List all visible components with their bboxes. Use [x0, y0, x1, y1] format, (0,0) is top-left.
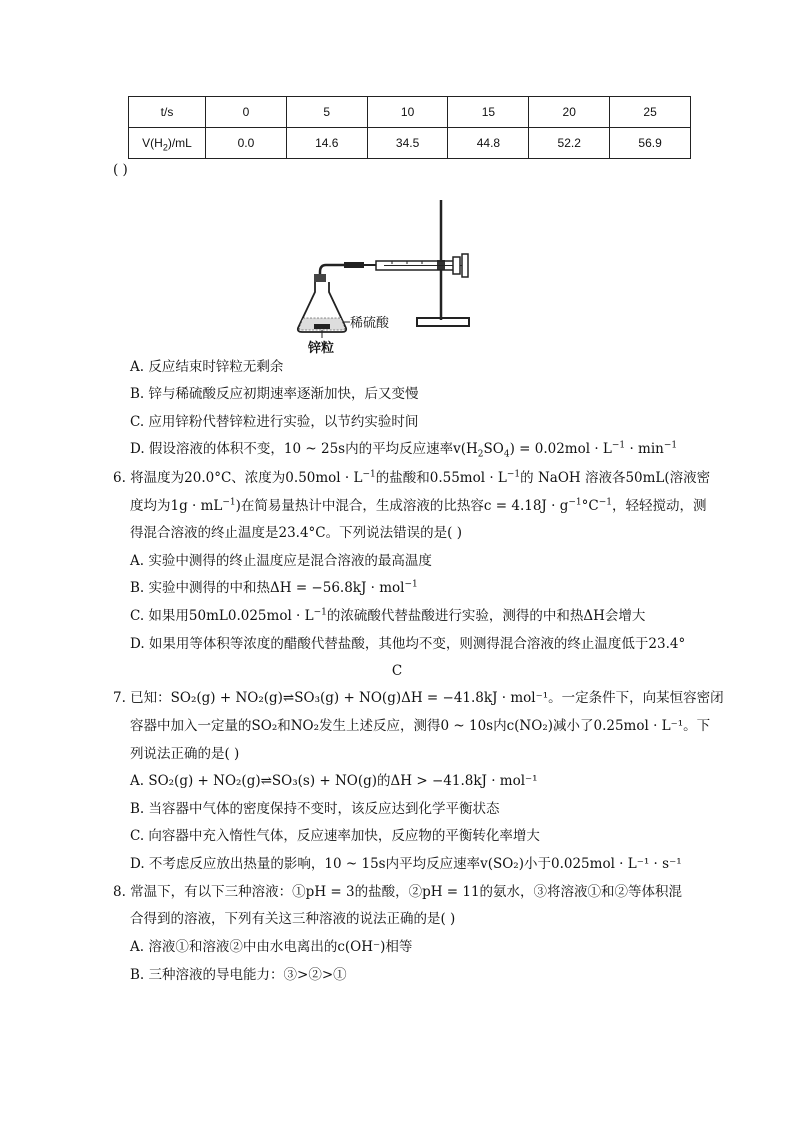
q5-option-d: D. 假设溶液的体积不变，10 ~ 25s内的平均反应速率$v(H_2SO_4) = 0.02mol \cdot L^{-1} \cdot \min^{-1}$: [130, 440, 678, 460]
label-zinc-granules: 锌粒: [308, 341, 335, 356]
table-row: [129, 128, 691, 159]
data-table: [128, 96, 691, 159]
q6-option-b: B. 实验中测得的中和热ΔH = −56.8kJ · mol$^{-1}$: [130, 579, 418, 596]
q6-stem-line2: 度均为$1g \cdot mL^{-1}$)在简易量热计中混合，生成溶液的比热容$c = 4.18J \cdot g^{-1}^\circ C^{-1}$，轻轻搅动，测: [130, 497, 707, 514]
table-cell: 10: [367, 97, 448, 128]
q6-stem-line3: 得混合溶液的终止温度是23.4°C。下列说法错误的是( ): [130, 525, 462, 541]
q8-stem-line2: 合得到的溶液，下列有关这三种溶液的说法正确的是( ): [130, 911, 456, 927]
q6-stem-line1: 6. 将温度为20.0°C、浓度为$0.50mol \cdot L^{-1}$的盐酸和$0.55mol \cdot L^{-1}$的 NaOH 溶液各50mL(溶液密: [113, 469, 711, 486]
table-header-volume: $V(H_2)/mL$: [129, 128, 206, 159]
table-cell: 20: [529, 97, 610, 128]
q7-option-a: A. SO₂(g) + NO₂(g)⇌SO₃(s) + NO(g)的ΔH > −41.8kJ · mol⁻¹: [130, 773, 538, 789]
table-header-time: t/s: [129, 97, 206, 128]
table-cell: 44.8: [448, 128, 529, 159]
table-cell: 14.6: [286, 128, 367, 159]
q7-option-b: B. 当容器中气体的密度保持不变时，该反应达到化学平衡状态: [130, 801, 500, 817]
table-cell: 0.0: [206, 128, 287, 159]
q7-stem-line3: 列说法正确的是( ): [130, 746, 240, 762]
table-row: [129, 97, 691, 128]
q5-option-c: C. 应用锌粉代替锌粒进行实验，以节约实验时间: [130, 414, 419, 430]
table-cell: 34.5: [367, 128, 448, 159]
answer-blank: ( ): [113, 162, 128, 178]
label-dilute-sulfuric-acid: 稀硫酸: [350, 316, 390, 331]
table-cell: 5: [286, 97, 367, 128]
q5-option-a: A. 反应结束时锌粒无剩余: [130, 359, 284, 375]
q7-option-d: D. 不考虑反应放出热量的影响，10 ~ 15s内平均反应速率v(SO₂)小于0.025mol · L⁻¹ · s⁻¹: [130, 856, 682, 872]
table-cell: 25: [610, 97, 691, 128]
table-cell: 0: [206, 97, 287, 128]
q6-option-a: A. 实验中测得的终止温度应是混合溶液的最高温度: [130, 553, 432, 569]
q7-stem-line2: 容器中加入一定量的SO₂和NO₂发生上述反应，测得0 ~ 10s内c(NO₂)减小了0.25mol · L⁻¹。下: [130, 718, 711, 734]
table-cell: 56.9: [610, 128, 691, 159]
apparatus-figure: [292, 194, 482, 356]
q8-option-a: A. 溶液①和溶液②中由水电离出的c(OH⁻)相等: [130, 939, 413, 955]
q7-stem-line1: 7. 已知：SO₂(g) + NO₂(g)⇌SO₃(g) + NO(g)ΔH = −41.8kJ · mol⁻¹。一定条件下，向某恒容密闭: [113, 690, 724, 706]
table-cell: 15: [448, 97, 529, 128]
q8-option-b: B. 三种溶液的导电能力：③>②>①: [130, 967, 347, 983]
q7-option-c: C. 向容器中充入惰性气体，反应速率加快，反应物的平衡转化率增大: [130, 828, 540, 844]
q5-option-b: B. 锌与稀硫酸反应初期速率逐渐加快，后又变慢: [130, 386, 419, 402]
q6-option-c: C. 如果用$50mL0.025mol \cdot L^{-1}$的浓硫酸代替盐酸进行实验，测得的中和热ΔH会增大: [130, 607, 646, 624]
q6-option-d-continued: C: [391, 663, 403, 679]
q6-option-d: D. 如果用等体积等浓度的醋酸代替盐酸，其他均不变，则测得混合溶液的终止温度低于23.4°: [130, 636, 686, 652]
q8-stem-line1: 8. 常温下，有以下三种溶液：①pH = 3的盐酸，②pH = 11的氨水，③将溶液①和②等体积混: [113, 884, 683, 900]
table-cell: 52.2: [529, 128, 610, 159]
